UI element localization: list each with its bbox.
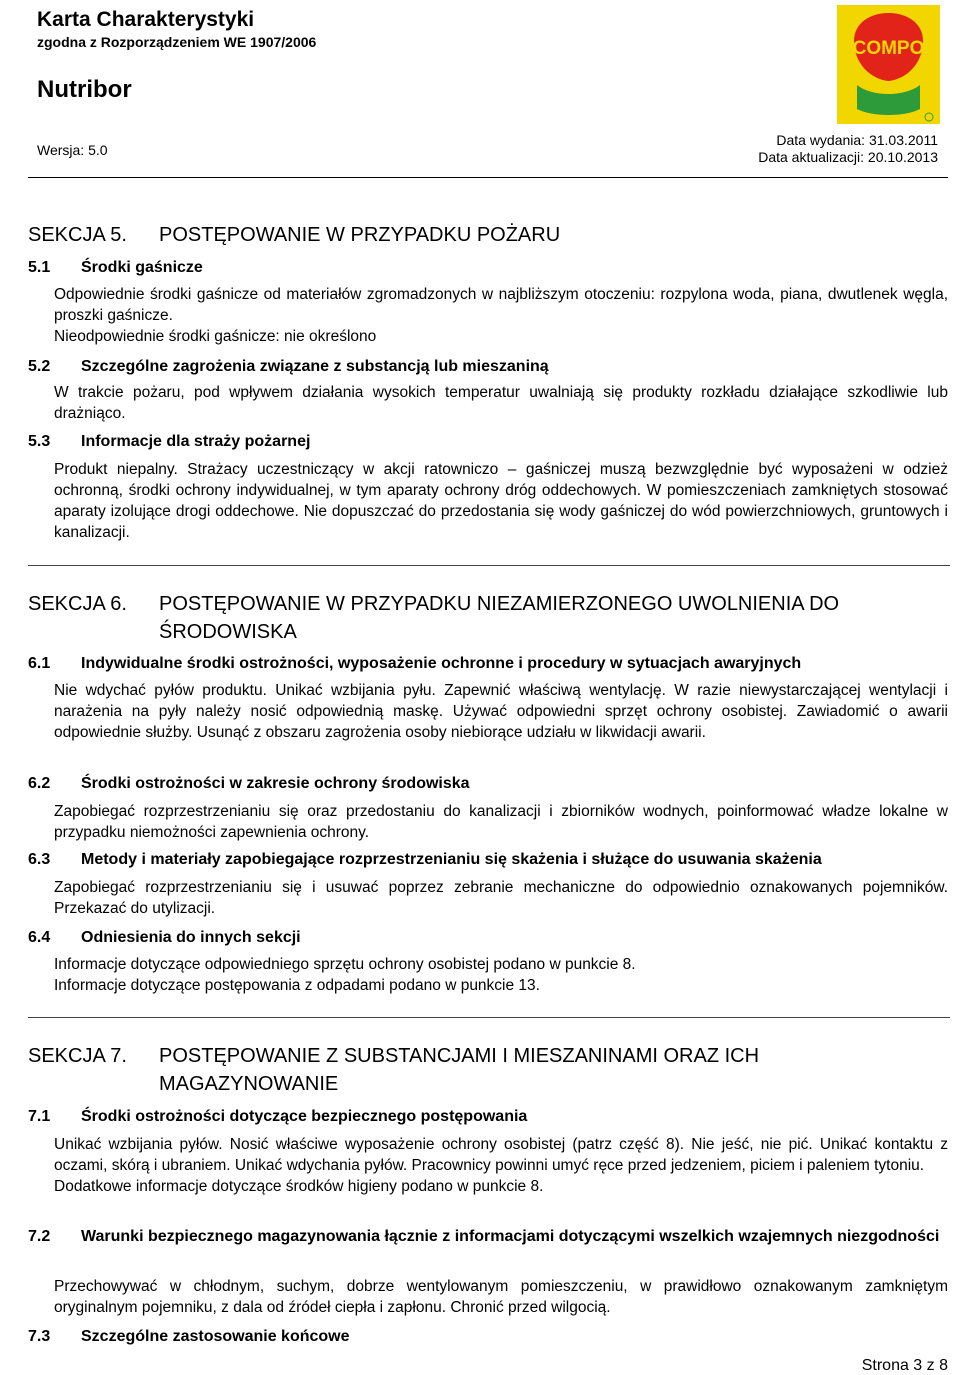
logo-text: COMPO — [852, 38, 925, 59]
subsection-number: 6.4 — [28, 929, 51, 946]
subsection-title: Szczególne zagrożenia związane z substancją lub mieszaniną — [81, 358, 549, 375]
section-number: SEKCJA 6. — [28, 593, 127, 615]
subsection-title: Indywidualne środki ostrożności, wyposażenie ochronne i procedury w sytuacjach awaryjnych — [81, 655, 802, 672]
section-divider — [28, 1017, 950, 1018]
section-title: POSTĘPOWANIE Z SUBSTANCJAMI I MIESZANINAMI ORAZ ICH MAGAZYNOWANIE — [159, 1045, 760, 1095]
subsection-number: 6.1 — [28, 655, 51, 672]
subsection-title: Środki ostrożności dotyczące bezpiecznego postępowania — [81, 1108, 528, 1125]
subsection-5-2-text: W trakcie pożaru, pod wpływem działania wysokich temperatur uwalniają się produkty rozkładu działające szkodliwie lub drażniąco. — [54, 384, 948, 422]
version-label: Wersja: 5.0 — [37, 142, 108, 158]
subsection-title: Metody i materiały zapobiegające rozprzestrzenianiu się skażenia i służące do usuwania skażenia — [81, 851, 822, 868]
subsection-number: 6.2 — [28, 775, 51, 792]
paragraph-line: Informacje dotyczące postępowania z odpadami podano w punkcie 13. — [54, 977, 540, 994]
paragraph-line: Unikać wzbijania pyłów. Nosić właściwe wyposażenie ochrony osobistej (patrz część 8). Nie jeść, nie pić. Unikać kontaktu z oczami, skórą i ubraniem. Unikać wdychania pyłów. Pracownicy powinni umyć ręce przed jedzeniem, piciem i paleniem tytoniu. — [54, 1136, 948, 1174]
subsection-number: 7.1 — [28, 1108, 51, 1125]
subsection-6-2-text: Zapobiegać rozprzestrzenianiu się oraz przedostaniu do kanalizacji i zbiorników wodnych, poinformować władze lokalne w przypadku niemożności zapewnienia ochrony. — [54, 803, 948, 841]
subsection-title: Informacje dla straży pożarnej — [81, 433, 311, 450]
subsection-5-1-text — [54, 284, 948, 347]
paragraph-line: Informacje dotyczące odpowiedniego sprzętu ochrony osobistej podano w punkcie 8. — [54, 956, 636, 973]
subsection-7-2-text: Przechowywać w chłodnym, suchym, dobrze wentylowanym pomieszczeniu, w prawidłowo oznakowanym zamkniętym oryginalnym pojemniku, z dala od źródeł ciepła i zapłonu. Chronić przed wilgocią. — [54, 1278, 948, 1316]
section-number: SEKCJA 5. — [28, 224, 127, 246]
subsection-number: 6.3 — [28, 851, 51, 868]
subsection-title: Warunki bezpiecznego magazynowania łącznie z informacjami dotyczącymi wszelkich wzajemnych niezgodności — [81, 1228, 940, 1245]
header-divider — [28, 177, 948, 178]
product-name: Nutribor — [37, 76, 132, 103]
subsection-title: Środki ostrożności w zakresie ochrony środowiska — [81, 775, 470, 792]
compo-logo — [837, 5, 940, 124]
subsection-title: Szczególne zastosowanie końcowe — [81, 1328, 350, 1345]
section-title: POSTĘPOWANIE W PRZYPADKU POŻARU — [159, 224, 561, 246]
subsection-number: 5.2 — [28, 358, 51, 375]
section-divider — [28, 565, 950, 566]
subsection-7-1-text — [54, 1134, 948, 1197]
subsection-number: 7.3 — [28, 1328, 51, 1345]
page-number: Strona 3 z 8 — [861, 1357, 948, 1374]
paragraph-line: Dodatkowe informacje dotyczące środków higieny podano w punkcie 8. — [54, 1178, 544, 1195]
dates-block — [758, 132, 938, 166]
subsection-5-3-text: Produkt niepalny. Strażacy uczestniczący w akcji ratowniczo – gaśniczej muszą bezwzględnie być wyposażeni w odzież ochronną, środki ochrony indywidualnej, w tym aparaty ochrony dróg oddechowych. W pomieszczeniach zamkniętych stosować aparaty izolujące drogi oddechowe. Nie dopuszczać do przedostania się wody gaśniczej do wód powierzchniowych, gruntowych i kanalizacji. — [54, 461, 948, 541]
issue-date: Data wydania: 31.03.2011 — [776, 132, 938, 148]
subsection-title: Odniesienia do innych sekcji — [81, 929, 301, 946]
document-subtitle: zgodna z Rozporządzeniem WE 1907/2006 — [37, 34, 317, 50]
subsection-6-3-text: Zapobiegać rozprzestrzenianiu się i usuwać poprzez zebranie mechaniczne do odpowiednio oznakowanych pojemników. Przekazać do utylizacji. — [54, 879, 948, 917]
subsection-6-1-text: Nie wdychać pyłów produktu. Unikać wzbijania pyłu. Zapewnić właściwą wentylację. W razie niewystarczającej wentylacji i narażenia na pyły należy nosić odpowiednią maskę. Używać odpowiedni sprzęt ochrony osobistej. Zawiadomić o awarii odpowiednie służby. Usunąć z obszaru zagrożenia osoby niebiorące udziału w likwidacji awarii. — [54, 682, 948, 741]
subsection-6-4-text — [54, 954, 948, 996]
section-title: POSTĘPOWANIE W PRZYPADKU NIEZAMIERZONEGO UWOLNIENIA DO ŚRODOWISKA — [159, 593, 840, 643]
subsection-number: 5.3 — [28, 433, 51, 450]
paragraph-line: Odpowiednie środki gaśnicze od materiałów zgromadzonych w najbliższym otoczeniu: rozpylona woda, piana, dwutlenek węgla, proszki gaśnicze. — [54, 286, 948, 324]
subsection-title: Środki gaśnicze — [81, 259, 203, 276]
subsection-number: 5.1 — [28, 259, 51, 276]
section-number: SEKCJA 7. — [28, 1045, 127, 1067]
update-date: Data aktualizacji: 20.10.2013 — [758, 149, 938, 165]
document-title: Karta Charakterystyki — [37, 8, 255, 31]
paragraph-line: Nieodpowiednie środki gaśnicze: nie określono — [54, 328, 377, 345]
subsection-number: 7.2 — [28, 1228, 51, 1245]
